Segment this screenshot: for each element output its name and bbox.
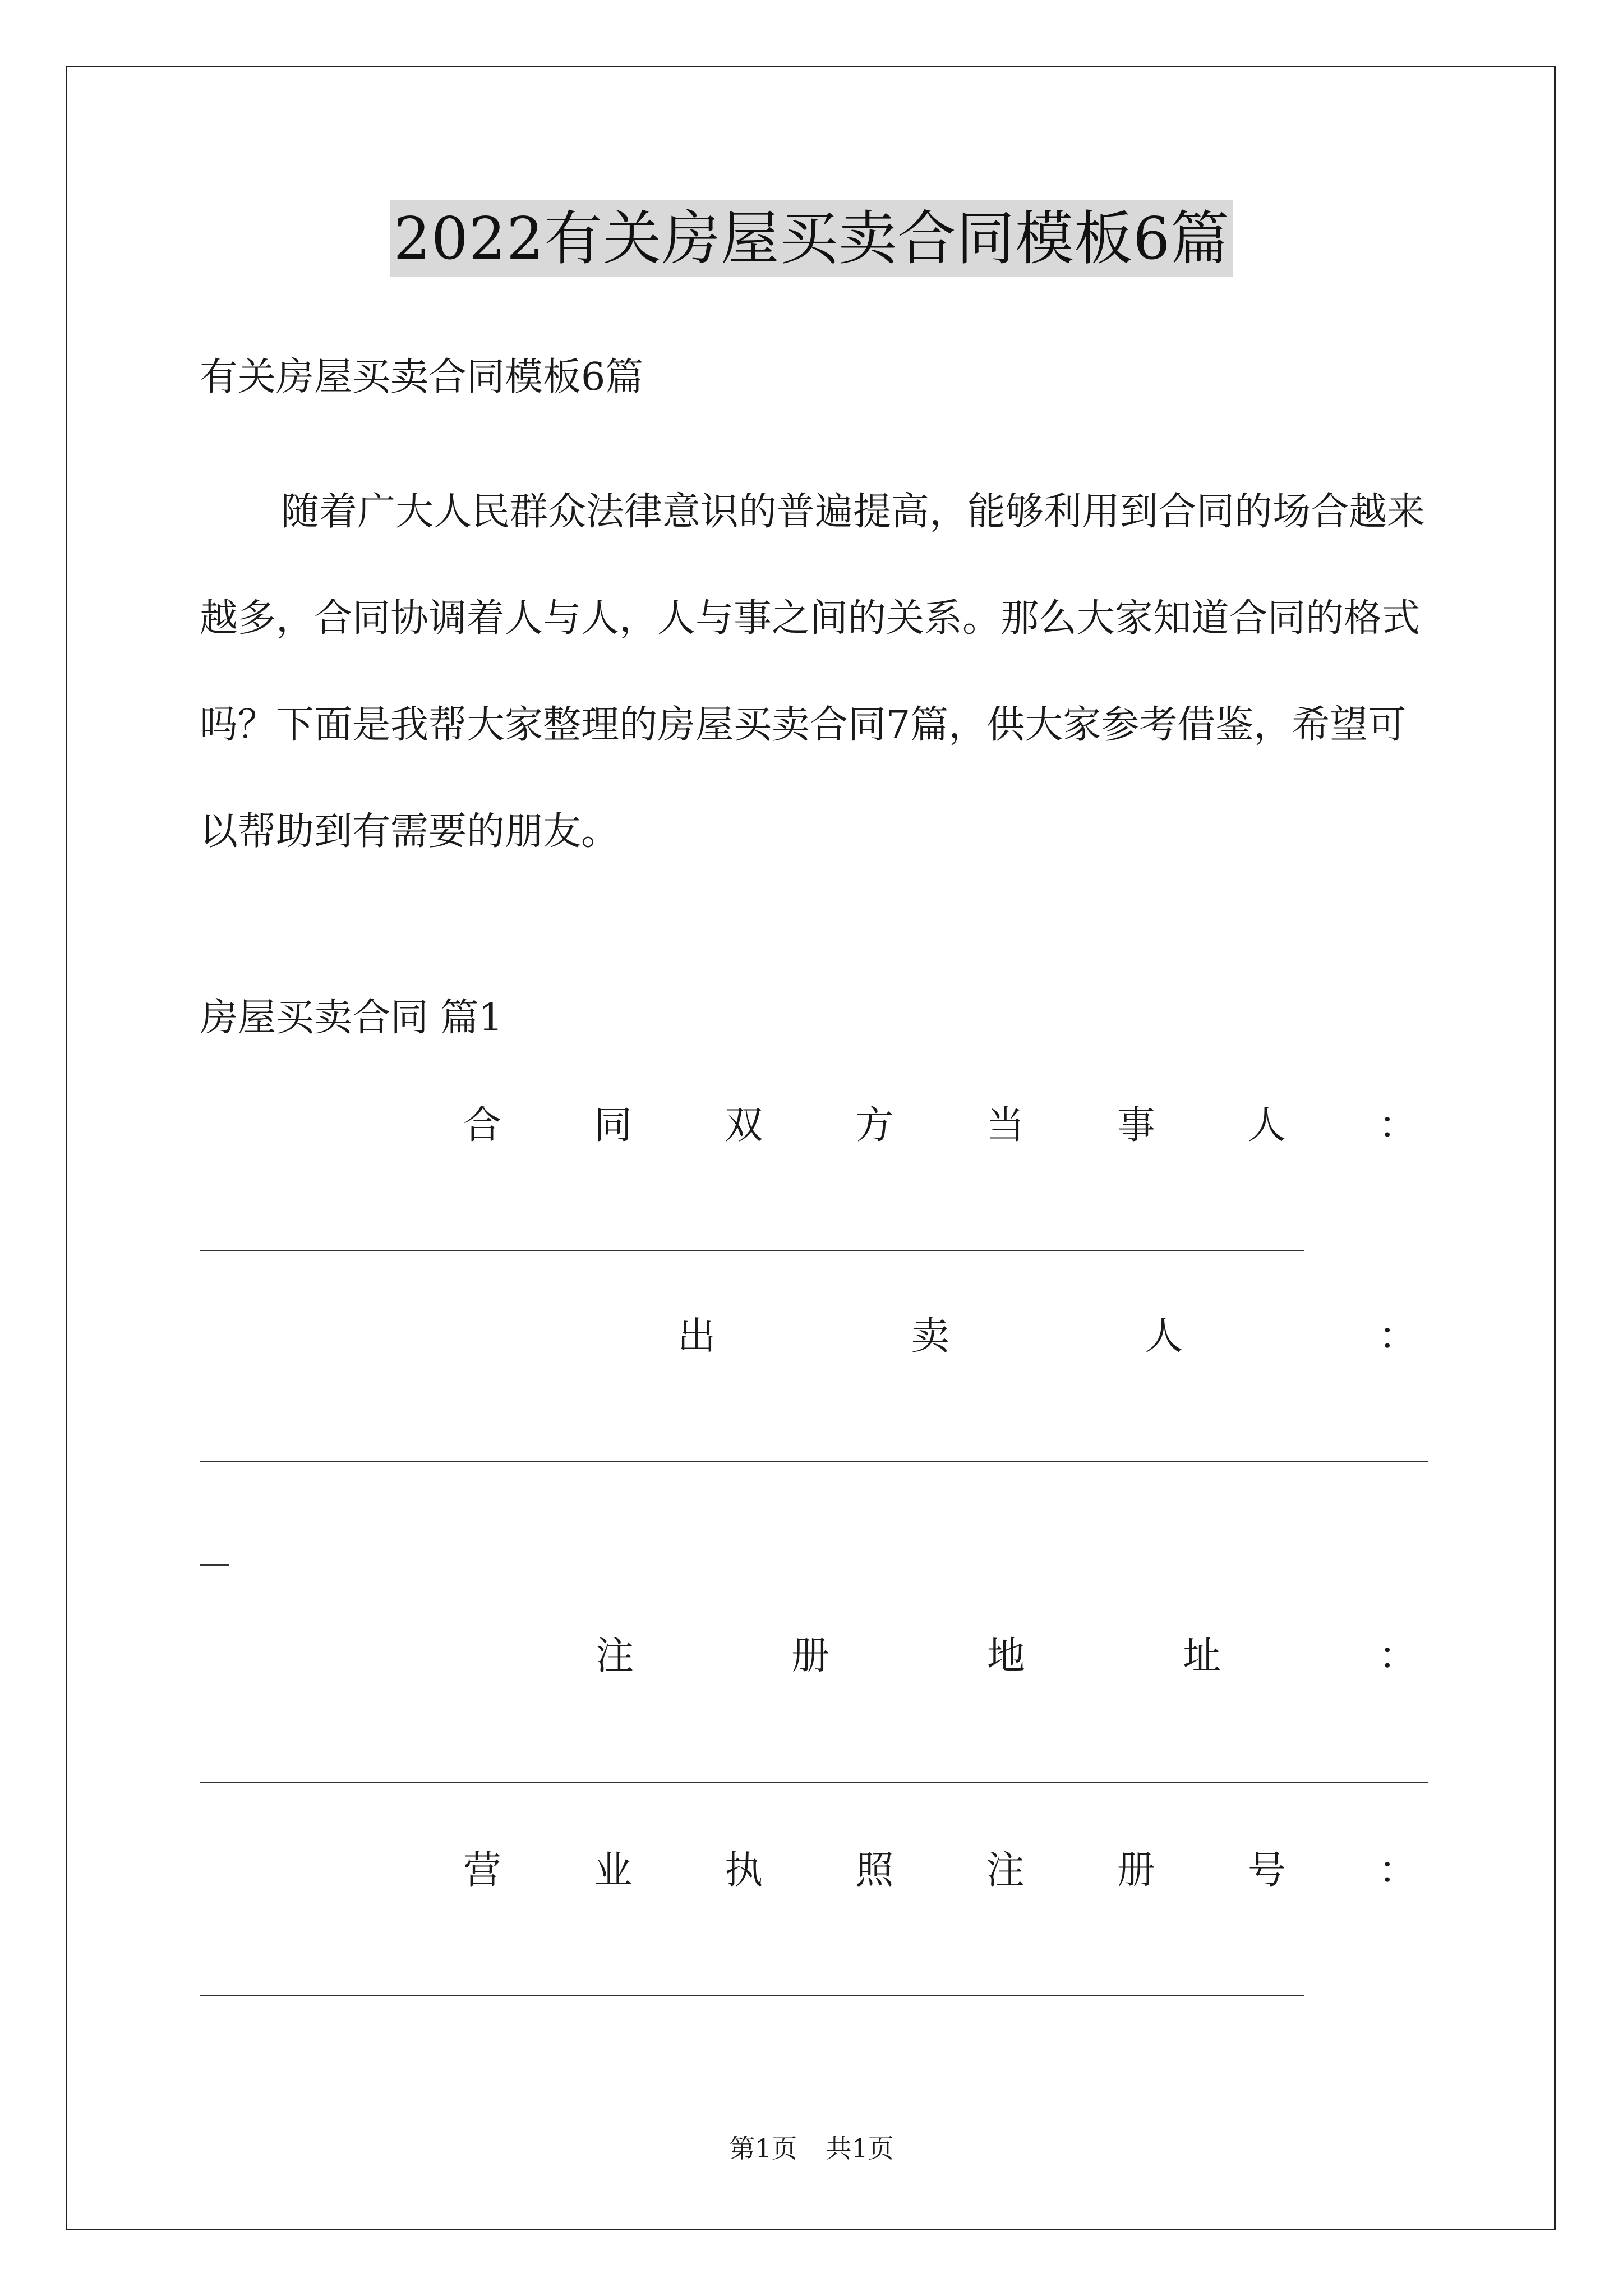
field-label-parties [463,1101,1417,1151]
fill-in-line-seller-continued[interactable] [200,1564,229,1566]
intro-paragraph: 随着广大人民群众法律意识的普遍提高，能够利用到合同的场合越来越多，合同协调着人与人，人与事之间的关系。那么大家知道合同的格式吗？下面是我帮大家整理的房屋买卖合同7篇，供大家参考借鉴，希望可以帮助到有需要的朋友。 [200,490,1426,854]
field-colon: ： [1378,1848,1417,1893]
field-char: 卖 [911,1314,949,1359]
page-number-total: 共1页 [826,2133,894,2164]
document-title: 2022有关房屋买卖合同模板6篇 [390,200,1233,277]
field-char: 方 [855,1103,894,1148]
field-char: 同 [594,1103,633,1148]
field-char: 当 [986,1103,1025,1148]
field-char: 合 [463,1103,502,1148]
fill-in-line-parties[interactable] [200,1250,1304,1251]
field-char: 注 [986,1848,1025,1893]
intro-section [200,459,1428,885]
document-subtitle: 有关房屋买卖合同模板6篇 [200,355,644,399]
field-char: 号 [1247,1848,1286,1893]
field-char: 地 [986,1634,1025,1678]
field-char: 业 [594,1848,633,1893]
title-container [0,200,1623,277]
field-char: 册 [791,1634,829,1678]
fill-in-line-registered-address[interactable] [200,1782,1428,1783]
field-colon: ： [1378,1103,1417,1148]
field-char: 营 [463,1848,502,1893]
field-char: 执 [725,1848,763,1893]
field-label-seller [677,1312,1417,1362]
field-char: 事 [1117,1103,1155,1148]
field-colon: ： [1378,1314,1417,1359]
field-char: 注 [596,1634,634,1678]
page-number-current: 第1页 [729,2133,797,2164]
section-heading: 房屋买卖合同 篇1 [200,996,503,1040]
field-char: 址 [1182,1634,1221,1678]
page-footer [0,2132,1623,2165]
field-label-license-number [463,1846,1417,1896]
field-char: 照 [855,1848,894,1893]
field-char: 册 [1117,1848,1155,1893]
field-colon: ： [1378,1634,1417,1678]
field-char: 人 [1145,1314,1183,1359]
fill-in-line-license-number[interactable] [200,1995,1304,1996]
field-label-registered-address [596,1631,1417,1682]
field-char: 出 [677,1314,716,1359]
field-char: 双 [725,1103,763,1148]
field-char: 人 [1247,1103,1286,1148]
fill-in-line-seller[interactable] [200,1461,1428,1462]
